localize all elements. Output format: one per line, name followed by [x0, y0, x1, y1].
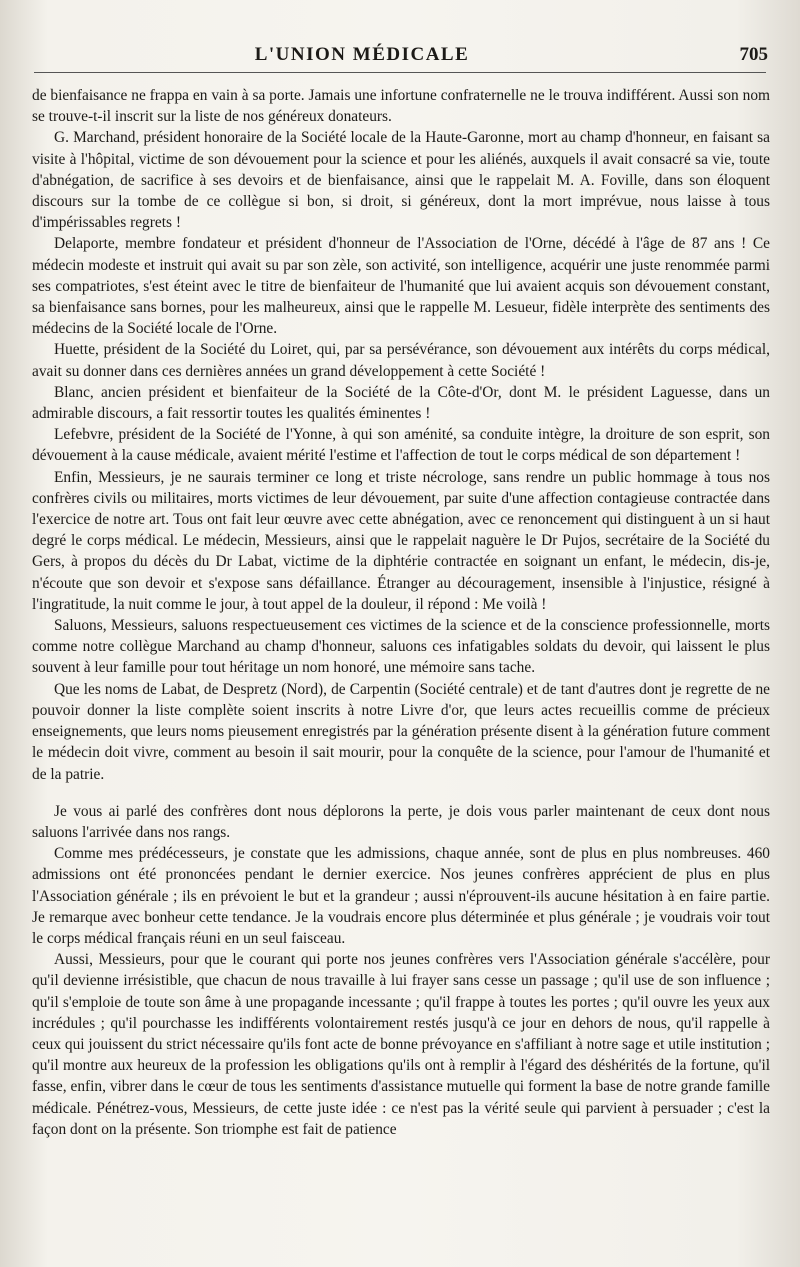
paragraph: Je vous ai parlé des confrères dont nous déplorons la perte, je dois vous parler maintenant de ceux dont nous saluons l'arrivée dans nos rangs. [32, 802, 770, 841]
page-number: 705 [739, 44, 768, 65]
paragraph: Enfin, Messieurs, je ne saurais terminer ce long et triste nécrologe, sans rendre un public hommage à tous nos confrères civils ou militaires, morts victimes de leur dévouement, par suite d'une affection contagieuse contractée dans l'exercice de notre art. Tous ont fait leur œuvre avec cette abnégation, avec ce renoncement qui distinguent à un si haut degré le corps médical. Le médecin, Messieurs, ainsi que le rappelait naguère le Dr Pujos, secrétaire de la Société du Gers, à propos du décès du Dr Labat, victime de la diphtérie contractée en soignant un enfant, le médecin, dis-je, n'écoute que son devoir et s'expose sans défaillance. Étranger au découragement, insensible à l'injustice, résigné à l'ingratitude, la nuit comme le jour, à tout appel de la douleur, il répond : Me voilà ! [32, 468, 770, 613]
paragraph: Que les noms de Labat, de Despretz (Nord), de Carpentin (Société centrale) et de tant d'autres dont je regrette de ne pouvoir donner la liste complète soient inscrits à notre Livre d'or, que leurs actes recueillis comme de précieux enseignements, que leurs noms pieusement enregistrés par la génération présente disent à la génération future comment le médecin doit vivre, comment au besoin il sait mourir, pour la conquête de la science, pour l'amour de l'humanité et de la patrie. [32, 680, 770, 783]
paragraph: Delaporte, membre fondateur et président d'honneur de l'Association de l'Orne, décédé à l'âge de 87 ans ! Ce médecin modeste et instruit qui avait su par son zèle, son activité, son intelligence, acquérir une juste renommée parmi ses compatriotes, s'est éteint avec le titre de bienfaiteur de l'humanité que lui avaient acquis son dévouement constant, sa bienfaisance sans bornes, pour les malheureux, ainsi que le rappelle M. Lesueur, fidèle interprète des sentiments des médecins de la Société locale de l'Orne. [32, 235, 770, 338]
paragraph: Blanc, ancien président et bienfaiteur de la Société de la Côte-d'Or, dont M. le président Laguesse, dans un admirable discours, a fait ressortir toutes les qualités éminentes ! [32, 383, 770, 423]
running-title: L'UNION MÉDICALE [254, 44, 470, 65]
paragraph: Saluons, Messieurs, saluons respectueusement ces victimes de la science et de la conscience professionnelle, morts comme notre collègue Marchand au champ d'honneur, saluons ces infatigables soldats du devoir, qui laissent le plus souvent à leur famille pour tout héritage un nom honoré, une mémoire sans tache. [32, 617, 770, 677]
paragraph: Huette, président de la Société du Loiret, qui, par sa persévérance, son dévouement aux intérêts du corps médical, avait su donner dans ces dernières années un grand développement à cette Société ! [32, 341, 770, 380]
paragraph: de bienfaisance ne frappa en vain à sa porte. Jamais une infortune confraternelle ne le trouva indifférent. Aussi son nom se trouve-t-il inscrit sur la liste de nos généreux donateurs. [32, 87, 770, 126]
paragraph: G. Marchand, président honoraire de la Société locale de la Haute-Garonne, mort au champ d'honneur, en faisant sa visite à l'hôpital, victime de son dévouement pour la science et pour les aliénés, auxquels il avait consacré sa vie, toute d'abnégation, de sacrifice à ses devoirs et de bienfaisance, ainsi que le rappelait M. A. Foville, dans son éloquent discours sur la tombe de ce collègue si bon, si droit, si généreux, dont la mort imprévue, nous laisse à tous d'impérissables regrets ! [32, 129, 770, 232]
paragraph: Lefebvre, président de la Société de l'Yonne, à qui son aménité, sa conduite intègre, la droiture de son esprit, son dévouement à la cause médicale, avaient mérité l'estime et l'affection de tout le corps médical de son département ! [32, 426, 770, 465]
body-text [32, 85, 770, 1140]
header-rule [34, 72, 766, 73]
paragraph: Aussi, Messieurs, pour que le courant qui porte nos jeunes confrères vers l'Association générale s'accélère, pour qu'il devienne irrésistible, que chacun de nous travaille à lui frayer sans cesse un passage ; qu'il use de son influence ; qu'il s'emploie de toute son âme à une propagande incessante ; qu'il frappe à toutes les portes ; qu'il ouvre les yeux aux incrédules ; qu'il pourchasse les indifférents volontairement restés jusqu'à ce jour en dehors de nous, qu'il rappelle à ceux qui jouissent du strict nécessaire qu'ils font acte de bonne prévoyance en s'affiliant à notre sage et utile institution ; qu'il montre aux heureux de la profession les obligations qu'ils ont à remplir à l'égard des déshérités de la fortune, qu'il fasse, enfin, vibrer dans le cœur de tous les sentiments d'assistance mutuelle qui forment la base de notre grande famille médicale. Pénétrez-vous, Messieurs, de cette juste idée : ce n'est pas la vérité seule qui parvient à persuader ; c'est la façon dont on la présente. Son triomphe est fait de patience [32, 951, 770, 1138]
page-header [34, 44, 768, 74]
section-gap [32, 785, 770, 801]
paragraph: Comme mes prédécesseurs, je constate que les admissions, chaque année, sont de plus en plus nombreuses. 460 admissions ont été prononcées pendant le dernier exercice. Nos jeunes confrères apprécient de plus en plus l'Association générale ; ils en prévoient le but et la grandeur ; aussi n'éprouvent-ils aucune hésitation à en faire partie. Je remarque avec bonheur cette tendance. Je la voudrais encore plus déterminée et plus générale ; je voudrais voir tout le corps médical français réuni en un seul faisceau. [32, 845, 770, 947]
